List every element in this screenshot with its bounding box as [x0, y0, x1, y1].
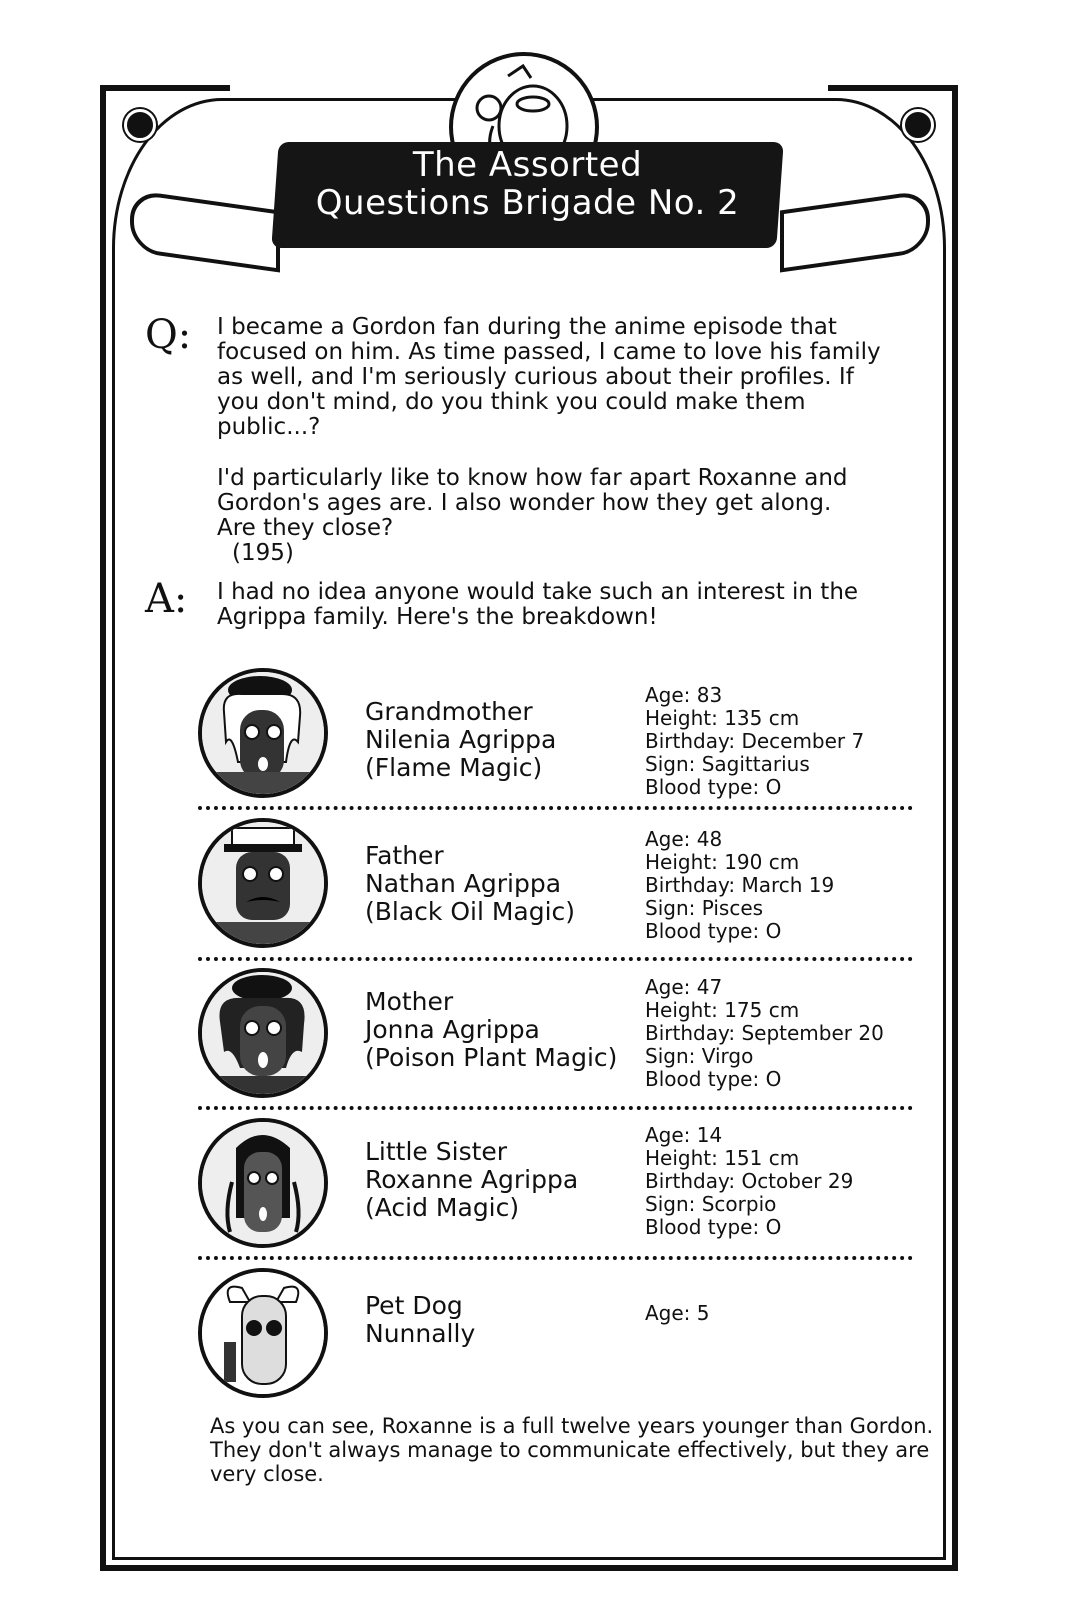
member-stats	[645, 976, 884, 1091]
title-line-1: The Assorted	[412, 145, 643, 185]
member-blood-type: Blood type: O	[645, 919, 782, 943]
member-blood-type: Blood type: O	[645, 1215, 782, 1239]
family-member-row	[195, 1118, 915, 1258]
member-sign: Sign: Pisces	[645, 896, 764, 920]
member-height: Height: 135 cm	[645, 706, 800, 730]
member-name-block	[365, 988, 617, 1072]
member-age: Age: 83	[645, 683, 723, 707]
dotted-divider	[198, 1106, 913, 1110]
knob-icon	[902, 109, 934, 141]
member-sign: Sign: Virgo	[645, 1044, 754, 1068]
member-birthday: Birthday: September 20	[645, 1021, 884, 1045]
member-name: Nathan Agrippa	[365, 869, 562, 898]
family-member-row	[195, 668, 915, 808]
member-magic: (Acid Magic)	[365, 1193, 520, 1222]
member-relation: Pet Dog	[365, 1291, 463, 1320]
member-height: Height: 175 cm	[645, 998, 800, 1022]
question-sender: (195)	[232, 540, 294, 566]
member-magic: (Flame Magic)	[365, 753, 543, 782]
member-age: Age: 47	[645, 975, 723, 999]
grandmother-portrait-icon	[198, 668, 328, 798]
member-name: Jonna Agrippa	[365, 1015, 540, 1044]
member-age: Age: 14	[645, 1123, 723, 1147]
member-relation: Mother	[365, 987, 454, 1016]
member-stats	[645, 684, 864, 799]
member-name-block	[365, 1138, 578, 1222]
member-name: Nilenia Agrippa	[365, 725, 557, 754]
answer-mark-label: A:	[145, 576, 188, 622]
member-blood-type: Blood type: O	[645, 775, 782, 799]
question-paragraph-2: I'd particularly like to know how far apart Roxanne and Gordon's ages are. I also wonder how they get along. Are they close?	[217, 465, 848, 541]
dotted-divider	[198, 806, 913, 810]
member-stats	[645, 828, 834, 943]
member-age: Age: 48	[645, 827, 723, 851]
knob-icon	[124, 109, 156, 141]
member-relation: Father	[365, 841, 444, 870]
member-blood-type: Blood type: O	[645, 1067, 782, 1091]
father-portrait-icon	[198, 818, 328, 948]
member-birthday: Birthday: March 19	[645, 873, 835, 897]
member-name-block	[365, 1292, 475, 1348]
member-birthday: Birthday: December 7	[645, 729, 865, 753]
member-name: Nunnally	[365, 1319, 476, 1348]
title-line-2: Questions Brigade No. 2	[315, 183, 740, 223]
member-name-block	[365, 842, 575, 926]
mother-portrait-icon	[198, 968, 328, 1098]
page-title	[280, 146, 775, 222]
sister-portrait-icon	[198, 1118, 328, 1248]
member-stats	[645, 1124, 853, 1239]
member-magic: (Black Oil Magic)	[365, 897, 576, 926]
member-height: Height: 151 cm	[645, 1146, 800, 1170]
member-name: Roxanne Agrippa	[365, 1165, 579, 1194]
answer-text: I had no idea anyone would take such an interest in the Agrippa family. Here's the breakdown!	[217, 579, 859, 630]
member-birthday: Birthday: October 29	[645, 1169, 854, 1193]
member-magic: (Poison Plant Magic)	[365, 1043, 618, 1072]
member-height: Height: 190 cm	[645, 850, 800, 874]
member-relation: Little Sister	[365, 1137, 508, 1166]
dotted-divider	[198, 1256, 913, 1260]
member-sign: Sign: Scorpio	[645, 1192, 777, 1216]
member-age: Age: 5	[645, 1301, 710, 1325]
member-sign: Sign: Sagittarius	[645, 752, 810, 776]
member-name-block	[365, 698, 556, 782]
closing-text: As you can see, Roxanne is a full twelve years younger than Gordon. They don't always manage to communicate effectively, but they are very close.	[210, 1414, 934, 1486]
member-relation: Grandmother	[365, 697, 533, 726]
dotted-divider	[198, 957, 913, 961]
family-member-row	[195, 968, 915, 1108]
family-member-row	[195, 1268, 915, 1408]
question-paragraph-1: I became a Gordon fan during the anime episode that focused on him. As time passed, I came to love his family as well, and I'm seriously curious about their profiles. If you don't mind, do you think you could make them public...?	[217, 314, 881, 440]
family-member-row	[195, 818, 915, 958]
dog-portrait-icon	[198, 1268, 328, 1398]
question-mark-label: Q:	[145, 312, 192, 358]
member-stats	[645, 1302, 710, 1325]
